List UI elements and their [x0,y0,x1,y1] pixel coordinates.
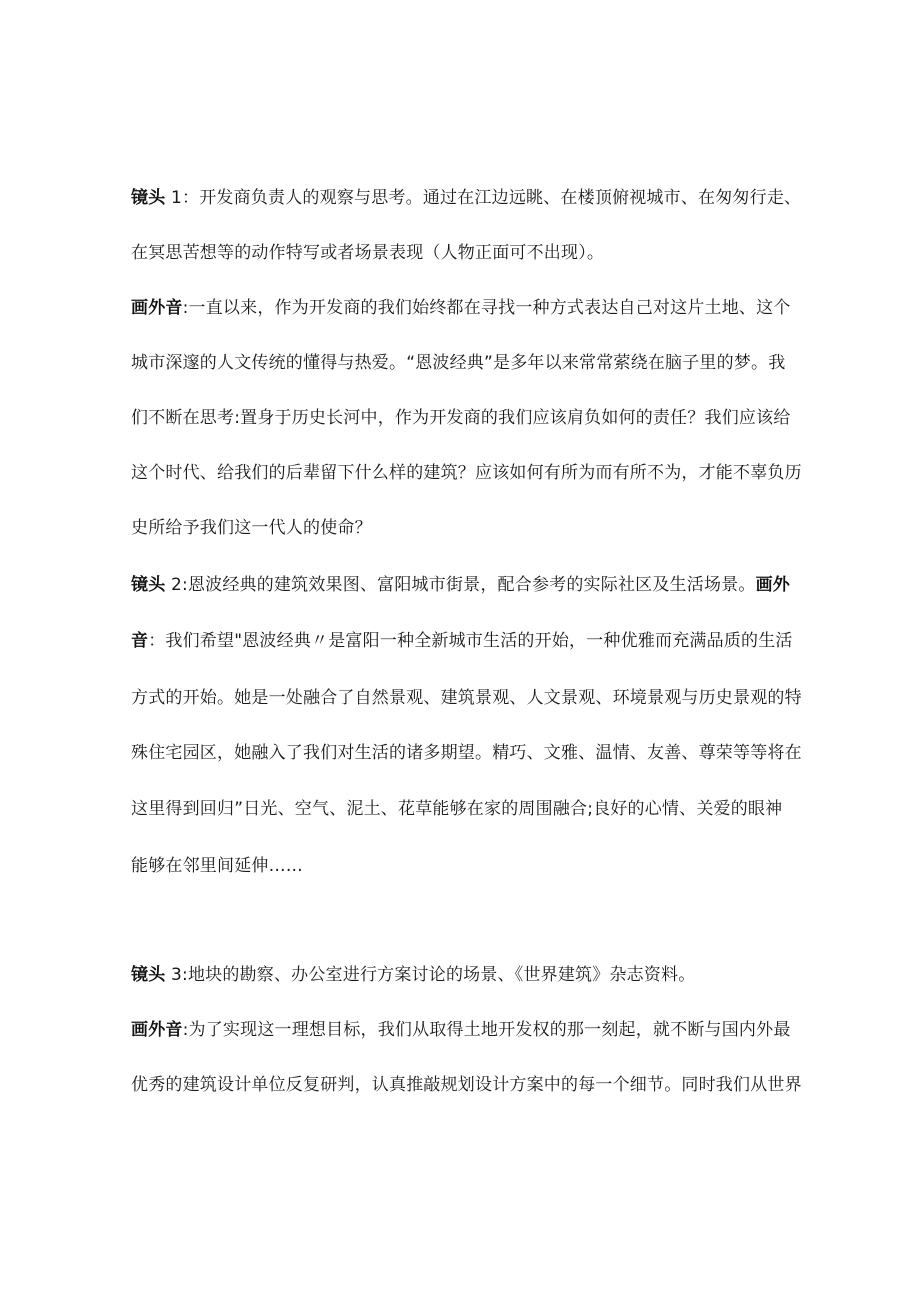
line-text: 方式的开始。她是一处融合了自然景观、建筑景观、人文景观、环境景观与历史景观的特 [131,688,802,708]
voiceover-label: 画外音 [131,298,183,318]
line-text: ：我们希望"恩波经典〃是富阳一种全新城市生活的开始，一种优雅而充满品质的生活 [148,631,793,651]
voiceover-label: 音 [131,631,149,651]
text-line [131,186,811,210]
line-text: 殊住宅园区，她融入了我们对生活的诸多期望。精巧、文雅、温情、友善、尊荣等等将在 [131,743,802,763]
line-text: 优秀的建筑设计单位反复研判，认真推敲规划设计方案中的每一个细节。同时我们从世界 [131,1075,802,1095]
text-line [131,461,811,485]
text-line [131,797,811,821]
voiceover-label: 画外 [755,575,790,595]
text-line [131,241,811,265]
line-text: 能够在邻里间延伸…… [131,856,303,876]
line-text: 在冥思苦想等的动作特写或者场景表现（人物正面可不出现）。 [131,243,605,263]
text-line [131,741,811,765]
line-text: 2:恩波经典的建筑效果图、富阳城市街景，配合参考的实际社区及生活场景。 [165,575,756,595]
text-line [131,963,811,987]
text-line [131,854,811,878]
text-line [131,296,811,320]
line-text: 3:地块的勘察、办公室进行方案讨论的场景、《世界建筑》杂志资料。 [165,965,696,985]
line-text: :一直以来，作为开发商的我们始终都在寻找一种方式表达自己对这片土地、这个 [182,298,791,318]
line-text: 们不断在思考:置身于历史长河中，作为开发商的我们应该肩负如何的责任？我们应该给 [131,408,791,428]
text-line [131,573,811,597]
line-text: 1：开发商负责人的观察与思考。通过在江边远眺、在楼顶俯视城市、在匆匆行走、 [165,188,802,208]
text-line [131,1073,811,1097]
line-text: :为了实现这一理想目标，我们从取得土地开发权的那一刻起，就不断与国内外最 [182,1020,791,1040]
voiceover-label: 画外音 [131,1020,183,1040]
line-text: 史所给予我们这一代人的使命？ [131,518,372,538]
text-line [131,686,811,710]
line-text: 城市深邃的人文传统的懂得与热爱。“恩波经典”是多年以来常常萦绕在脑子里的梦。我 [131,353,786,373]
text-line [131,406,811,430]
text-line [131,516,811,540]
shot-label: 镜头 [131,965,166,985]
line-text: 这个时代、给我们的后辈留下什么样的建筑？应该如何有所为而有所不为，才能不辜负历 [131,463,802,483]
text-line [131,351,811,375]
text-line [131,1018,811,1042]
shot-label: 镜头 [131,188,166,208]
line-text: 这里得到回归”日光、空气、泥土、花草能够在家的周围融合;良好的心情、关爱的眼神 [131,799,783,819]
shot-label: 镜头 [131,575,166,595]
text-line [131,629,811,653]
